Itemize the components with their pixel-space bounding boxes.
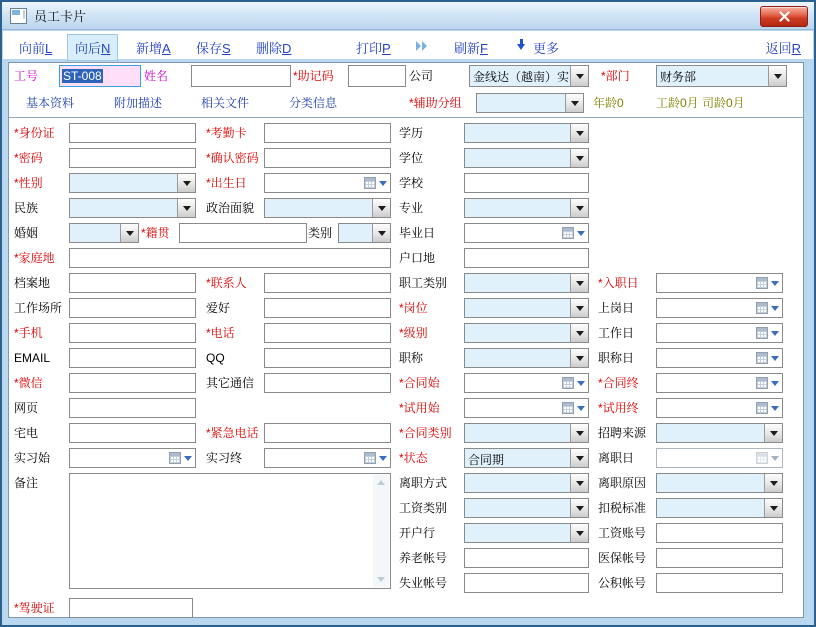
work-date-date-dropdown-arrow[interactable]: [771, 331, 779, 336]
id-card-label: *身份证: [14, 126, 55, 140]
ethnicity-combo[interactable]: [69, 198, 196, 218]
level-combo[interactable]: [464, 323, 589, 343]
category-combo[interactable]: [338, 223, 391, 243]
education-value: [465, 124, 570, 142]
education-label: 学历: [399, 126, 424, 140]
political-status-dropdown-button[interactable]: [372, 199, 390, 217]
confirm-password-input[interactable]: [264, 148, 391, 168]
double-right-arrow-icon[interactable]: [416, 40, 430, 52]
political-status-combo[interactable]: [264, 198, 391, 218]
emergency-phone-input[interactable]: [264, 423, 391, 443]
education-combo[interactable]: [464, 123, 589, 143]
bank-value: [465, 524, 570, 542]
internship-start-date-dropdown-arrow[interactable]: [184, 456, 192, 461]
calendar-icon: [756, 302, 768, 314]
qq-label: QQ: [206, 351, 225, 365]
salary-category-dropdown-button[interactable]: [570, 499, 588, 517]
webpage-input[interactable]: [69, 398, 196, 418]
password-input[interactable]: [69, 148, 196, 168]
level-value: [465, 324, 570, 342]
category-value: [339, 224, 372, 242]
unemployment-account-label: 失业帐号: [399, 576, 448, 590]
bank-label: 开户行: [399, 526, 436, 540]
probation-end-datepicker[interactable]: [656, 398, 783, 418]
position-combo[interactable]: [464, 298, 589, 318]
major-label: 专业: [399, 201, 424, 215]
tab-basic[interactable]: 基本资料: [26, 96, 75, 110]
contract-end-datepicker[interactable]: [656, 373, 783, 393]
degree-label: 学位: [399, 151, 424, 165]
email-label: EMAIL: [14, 351, 51, 365]
onboard-date-date-dropdown-arrow[interactable]: [771, 306, 779, 311]
probation-start-label: *试用始: [399, 401, 440, 415]
fund-account-input[interactable]: [656, 573, 783, 593]
title-date-datepicker[interactable]: [656, 348, 783, 368]
recruit-source-combo[interactable]: [656, 423, 783, 443]
ethnicity-dropdown-button[interactable]: [177, 199, 195, 217]
fund-account-label: 公积帐号: [598, 576, 647, 590]
tax-standard-value: [657, 499, 764, 517]
gender-dropdown-button[interactable]: [177, 174, 195, 192]
close-icon: [779, 11, 790, 22]
registered-address-label: 户口地: [399, 251, 436, 265]
graduation-date-date-dropdown-arrow[interactable]: [577, 231, 585, 236]
school-input[interactable]: [464, 173, 589, 193]
title-bar: [2, 2, 814, 30]
status-label: *状态: [399, 451, 428, 465]
marriage-combo[interactable]: [69, 223, 139, 243]
toolbar-next-button[interactable]: 向后N: [67, 34, 118, 61]
position-value: [465, 299, 570, 317]
employee-category-value: [465, 274, 570, 292]
registered-address-input[interactable]: [464, 248, 589, 268]
marriage-label: 婚姻: [14, 226, 39, 240]
tax-standard-combo[interactable]: [656, 498, 783, 518]
remarks-label: 备注: [14, 476, 39, 490]
tab-extra[interactable]: 附加描述: [114, 96, 163, 110]
company-combo[interactable]: [469, 65, 589, 87]
contract-type-value: [465, 424, 570, 442]
internship-start-label: 实习始: [14, 451, 51, 465]
wechat-input[interactable]: [69, 373, 196, 393]
resign-date-date-dropdown-arrow[interactable]: [771, 456, 779, 461]
workplace-input[interactable]: [69, 298, 196, 318]
calendar-icon: [169, 452, 181, 464]
attendance-card-input[interactable]: [264, 123, 391, 143]
calendar-icon: [562, 377, 574, 389]
graduation-date-datepicker[interactable]: [464, 223, 589, 243]
name-input[interactable]: [191, 65, 291, 87]
other-contact-input[interactable]: [264, 373, 391, 393]
probation-end-label: *试用终: [598, 401, 639, 415]
phone-input[interactable]: [264, 323, 391, 343]
pension-account-label: 养老帐号: [399, 551, 448, 565]
native-place-label: *籍贯: [141, 226, 170, 240]
internship-end-datepicker[interactable]: [264, 448, 391, 468]
degree-value: [465, 149, 570, 167]
toolbar-prev-button[interactable]: 向前L: [19, 41, 53, 56]
calendar-icon: [756, 402, 768, 414]
onboard-date-datepicker[interactable]: [656, 298, 783, 318]
employee-category-combo[interactable]: [464, 273, 589, 293]
hobby-label: 爱好: [206, 301, 231, 315]
window-title: 员工卡片: [34, 9, 87, 24]
job-title-value: [465, 349, 570, 367]
marriage-dropdown-button[interactable]: [120, 224, 138, 242]
aux-group-value: [477, 94, 565, 112]
company-label: 公司: [409, 69, 434, 83]
home-address-label: *家庭地: [14, 251, 55, 265]
title-date-label: 职称日: [598, 351, 635, 365]
tab-category[interactable]: 分类信息: [289, 96, 338, 110]
mnemonic-label: *助记码: [293, 69, 334, 83]
calendar-icon: [756, 277, 768, 289]
title-date-date-dropdown-arrow[interactable]: [771, 356, 779, 361]
driver-license-input[interactable]: [69, 598, 193, 618]
home-address-input[interactable]: [69, 248, 391, 268]
emp-no-selected-text: ST-008: [63, 69, 102, 83]
medical-account-label: 医保帐号: [598, 551, 647, 565]
wechat-label: *微信: [14, 376, 43, 390]
emergency-phone-label: *紧急电话: [206, 426, 259, 440]
contract-start-datepicker[interactable]: [464, 373, 589, 393]
resign-reason-label: 离职原因: [598, 476, 647, 490]
toolbar-print-button[interactable]: 打印P: [356, 41, 391, 56]
position-label: *岗位: [399, 301, 428, 315]
job-title-dropdown-button[interactable]: [570, 349, 588, 367]
resign-reason-dropdown-button[interactable]: [764, 474, 782, 492]
resign-date-label: 离职日: [598, 451, 635, 465]
unemployment-account-input[interactable]: [464, 573, 589, 593]
status-value: 合同期: [468, 453, 505, 467]
internship-end-label: 实习终: [206, 451, 243, 465]
marriage-value: [70, 224, 120, 242]
archive-place-input[interactable]: [69, 273, 196, 293]
seniority-text: 工龄0月 司龄0月: [656, 96, 745, 110]
aux-group-label: *辅助分组: [409, 96, 462, 110]
pension-account-input[interactable]: [464, 548, 589, 568]
recruit-source-dropdown-button[interactable]: [764, 424, 782, 442]
name-label: 姓名: [144, 69, 169, 83]
scrollbar[interactable]: [373, 475, 389, 587]
salary-category-value: [465, 499, 570, 517]
close-button[interactable]: [760, 6, 808, 27]
calendar-icon: [364, 452, 376, 464]
calendar-icon: [756, 327, 768, 339]
resign-reason-value: [657, 474, 764, 492]
home-phone-label: 宅电: [14, 426, 39, 440]
driver-license-label: *驾驶证: [14, 601, 55, 615]
toolbar-save-button[interactable]: 保存S: [196, 41, 231, 56]
graduation-date-label: 毕业日: [399, 226, 436, 240]
department-value: 财务部: [660, 70, 697, 84]
major-dropdown-button[interactable]: [570, 199, 588, 217]
mobile-input[interactable]: [69, 323, 196, 343]
salary-category-label: 工资类别: [399, 501, 448, 515]
contact-person-label: *联系人: [206, 276, 247, 290]
probation-end-date-dropdown-arrow[interactable]: [771, 406, 779, 411]
company-value: 金线达（越南）实: [473, 70, 570, 84]
hire-date-label: *入职日: [598, 276, 639, 290]
archive-place-label: 档案地: [14, 276, 51, 290]
recruit-source-value: [657, 424, 764, 442]
calendar-icon: [562, 402, 574, 414]
resign-method-dropdown-button[interactable]: [570, 474, 588, 492]
level-dropdown-button[interactable]: [570, 324, 588, 342]
calendar-icon: [756, 352, 768, 364]
emp-no-label: 工号: [14, 69, 39, 83]
toolbar: [3, 31, 813, 59]
toolbar-more-button[interactable]: 更多: [533, 41, 560, 56]
political-status-label: 政治面貌: [206, 201, 255, 215]
category-label: 类别: [308, 226, 333, 240]
toolbar-add-button[interactable]: 新增A: [136, 41, 171, 56]
bank-combo[interactable]: [464, 523, 589, 543]
birth-date-date-dropdown-arrow[interactable]: [379, 181, 387, 186]
work-date-label: 工作日: [598, 326, 635, 340]
form-panel: [8, 62, 804, 618]
status-combo[interactable]: [464, 448, 589, 468]
degree-dropdown-button[interactable]: [570, 149, 588, 167]
confirm-password-label: *确认密码: [206, 151, 259, 165]
employee-category-label: 职工类别: [399, 276, 448, 290]
mobile-label: *手机: [14, 326, 43, 340]
level-label: *级别: [399, 326, 428, 340]
qq-input[interactable]: [264, 348, 391, 368]
department-combo[interactable]: [656, 65, 787, 87]
gender-combo[interactable]: [69, 173, 196, 193]
resign-reason-combo[interactable]: [656, 473, 783, 493]
birth-date-label: *出生日: [206, 176, 247, 190]
ethnicity-value: [70, 199, 177, 217]
onboard-date-label: 上岗日: [598, 301, 635, 315]
toolbar-back-button[interactable]: 返回R: [765, 41, 801, 56]
probation-start-datepicker[interactable]: [464, 398, 589, 418]
contract-type-combo[interactable]: [464, 423, 589, 443]
hobby-input[interactable]: [264, 298, 391, 318]
native-place-input[interactable]: [179, 223, 307, 243]
salary-account-input[interactable]: [656, 523, 783, 543]
birth-date-datepicker[interactable]: [264, 173, 391, 193]
medical-account-input[interactable]: [656, 548, 783, 568]
resign-method-value: [465, 474, 570, 492]
company-dropdown-button[interactable]: [570, 66, 588, 86]
employee-category-dropdown-button[interactable]: [570, 274, 588, 292]
password-label: *密码: [14, 151, 43, 165]
gender-label: *性别: [14, 176, 43, 190]
remarks-textarea[interactable]: [69, 473, 391, 589]
emp-no-input[interactable]: [59, 65, 141, 87]
probation-start-date-dropdown-arrow[interactable]: [577, 406, 585, 411]
resign-method-label: 离职方式: [399, 476, 448, 490]
job-title-combo[interactable]: [464, 348, 589, 368]
aux-group-dropdown-button[interactable]: [565, 94, 583, 112]
hire-date-datepicker[interactable]: [656, 273, 783, 293]
attendance-card-label: *考勤卡: [206, 126, 247, 140]
age-text: 年龄0: [593, 96, 624, 110]
internship-end-date-dropdown-arrow[interactable]: [379, 456, 387, 461]
resign-method-combo[interactable]: [464, 473, 589, 493]
ethnicity-label: 民族: [14, 201, 39, 215]
contract-end-label: *合同终: [598, 376, 639, 390]
department-label: *部门: [601, 69, 630, 83]
contact-person-input[interactable]: [264, 273, 391, 293]
aux-group-combo[interactable]: [476, 93, 584, 113]
gender-value: [70, 174, 177, 192]
contract-start-date-dropdown-arrow[interactable]: [577, 381, 585, 386]
department-dropdown-button[interactable]: [768, 66, 786, 86]
toolbar-delete-button[interactable]: 删除D: [256, 41, 292, 56]
calendar-icon: [562, 227, 574, 239]
toolbar-refresh-button[interactable]: 刷新F: [454, 41, 488, 56]
calendar-icon: [364, 177, 376, 189]
workplace-label: 工作场所: [14, 301, 63, 315]
school-label: 学校: [399, 176, 424, 190]
phone-label: *电话: [206, 326, 235, 340]
other-contact-label: 其它通信: [206, 376, 255, 390]
position-dropdown-button[interactable]: [570, 299, 588, 317]
job-title-label: 职称: [399, 351, 424, 365]
tab-files[interactable]: 相关文件: [201, 96, 250, 110]
work-date-datepicker[interactable]: [656, 323, 783, 343]
major-value: [465, 199, 570, 217]
form-window-icon: [10, 8, 27, 24]
salary-account-label: 工资账号: [598, 526, 647, 540]
bank-dropdown-button[interactable]: [570, 524, 588, 542]
education-dropdown-button[interactable]: [570, 124, 588, 142]
webpage-label: 网页: [14, 401, 39, 415]
down-arrow-icon: [517, 39, 526, 52]
hire-date-date-dropdown-arrow[interactable]: [771, 281, 779, 286]
major-combo[interactable]: [464, 198, 589, 218]
category-dropdown-button[interactable]: [372, 224, 390, 242]
internship-start-datepicker[interactable]: [69, 448, 196, 468]
tab-divider: [9, 117, 803, 118]
tax-standard-dropdown-button[interactable]: [764, 499, 782, 517]
contract-type-label: *合同类别: [399, 426, 452, 440]
email-input[interactable]: [69, 348, 196, 368]
tax-standard-label: 扣税标准: [598, 501, 647, 515]
contract-end-date-dropdown-arrow[interactable]: [771, 381, 779, 386]
contract-type-dropdown-button[interactable]: [570, 424, 588, 442]
degree-combo[interactable]: [464, 148, 589, 168]
political-status-value: [265, 199, 372, 217]
contract-start-label: *合同始: [399, 376, 440, 390]
home-phone-input[interactable]: [69, 423, 196, 443]
status-dropdown-button[interactable]: [570, 449, 588, 467]
id-card-input[interactable]: [69, 123, 196, 143]
resign-date-datepicker[interactable]: [656, 448, 783, 468]
calendar-icon: [756, 452, 768, 464]
calendar-icon: [756, 377, 768, 389]
salary-category-combo[interactable]: [464, 498, 589, 518]
mnemonic-input[interactable]: [348, 65, 406, 87]
recruit-source-label: 招聘来源: [598, 426, 647, 440]
